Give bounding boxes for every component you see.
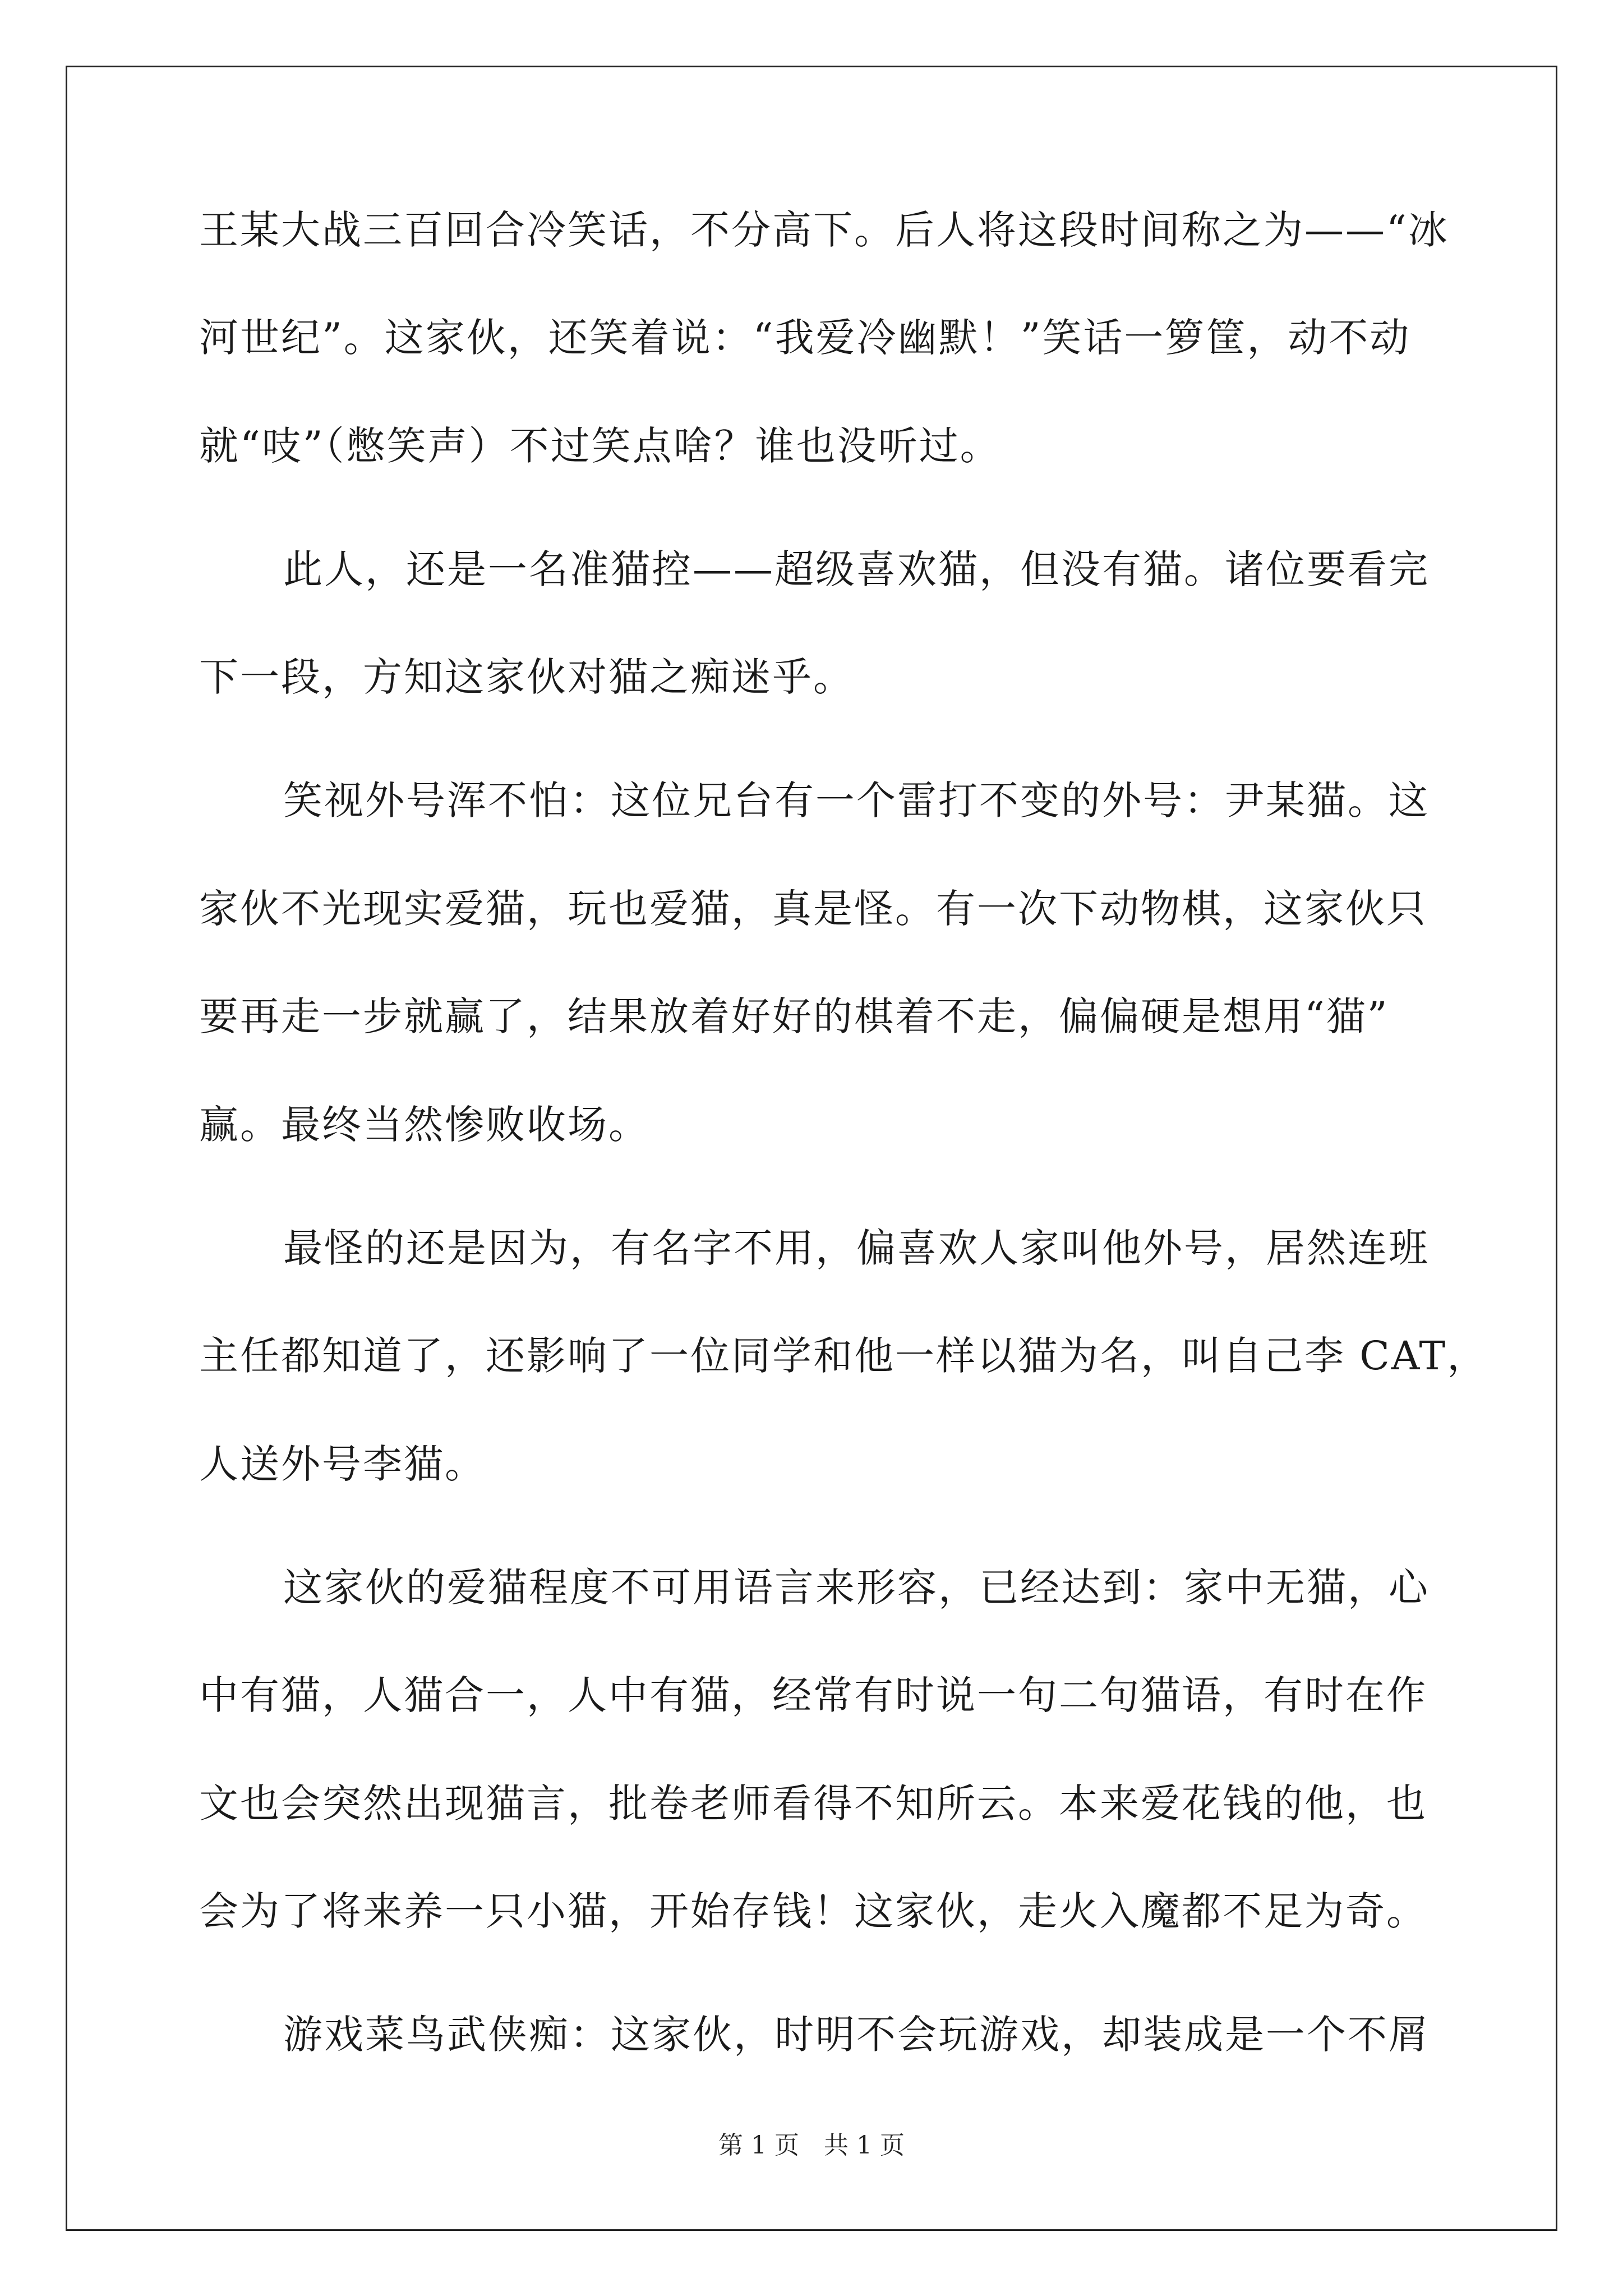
text-line: 文也会突然出现猫言，批卷老师看得不知所云。本来爱花钱的他，也 (199, 1780, 1427, 1826)
text-line: 赢。最终当然惨败收场。 (199, 1102, 649, 1148)
text-line: 就“吱”（憋笑声）不过笑点啥？谁也没听过。 (199, 423, 1001, 469)
paragraph-first-line: 最怪的还是因为，有名字不用，偏喜欢人家叫他外号，居然连班 (283, 1225, 1430, 1271)
page-footer: 第 1 页 共 1 页 (718, 2131, 905, 2160)
text-line: 会为了将来养一只小猫，开始存钱！这家伙，走火入魔都不足为奇。 (199, 1888, 1427, 1934)
text-line: 要再走一步就赢了，结果放着好好的棋着不走，偏偏硬是想用“猫” (199, 993, 1389, 1039)
text-line: 中有猫，人猫合一，人中有猫，经常有时说一句二句猫语，有时在作 (199, 1672, 1427, 1718)
paragraph-first-line: 这家伙的爱猫程度不可用语言来形容，已经达到：家中无猫，心 (283, 1565, 1430, 1611)
text-line: 王某大战三百回合冷笑话，不分高下。后人将这段时间称之为——“冰 (199, 207, 1449, 253)
text-line: 家伙不光现实爱猫，玩也爱猫，真是怪。有一次下动物棋，这家伙只 (199, 886, 1427, 932)
text-line: 河世纪”。这家伙，还笑着说：“我爱冷幽默！”笑话一箩筐，动不动 (199, 315, 1411, 361)
text-line: 主任都知道了，还影响了一位同学和他一样以猫为名，叫自己李 CAT， (199, 1333, 1488, 1379)
text-line: 下一段，方知这家伙对猫之痴迷乎。 (199, 654, 854, 700)
paragraph-first-line: 笑视外号浑不怕：这位兄台有一个雷打不变的外号：尹某猫。这 (283, 777, 1430, 823)
paragraph-first-line: 此人，还是一名准猫控——超级喜欢猫，但没有猫。诸位要看完 (283, 546, 1430, 592)
paragraph-first-line: 游戏菜鸟武侠痴：这家伙，时明不会玩游戏，却装成是一个不屑 (283, 2012, 1430, 2058)
text-line: 人送外号李猫。 (199, 1441, 486, 1487)
